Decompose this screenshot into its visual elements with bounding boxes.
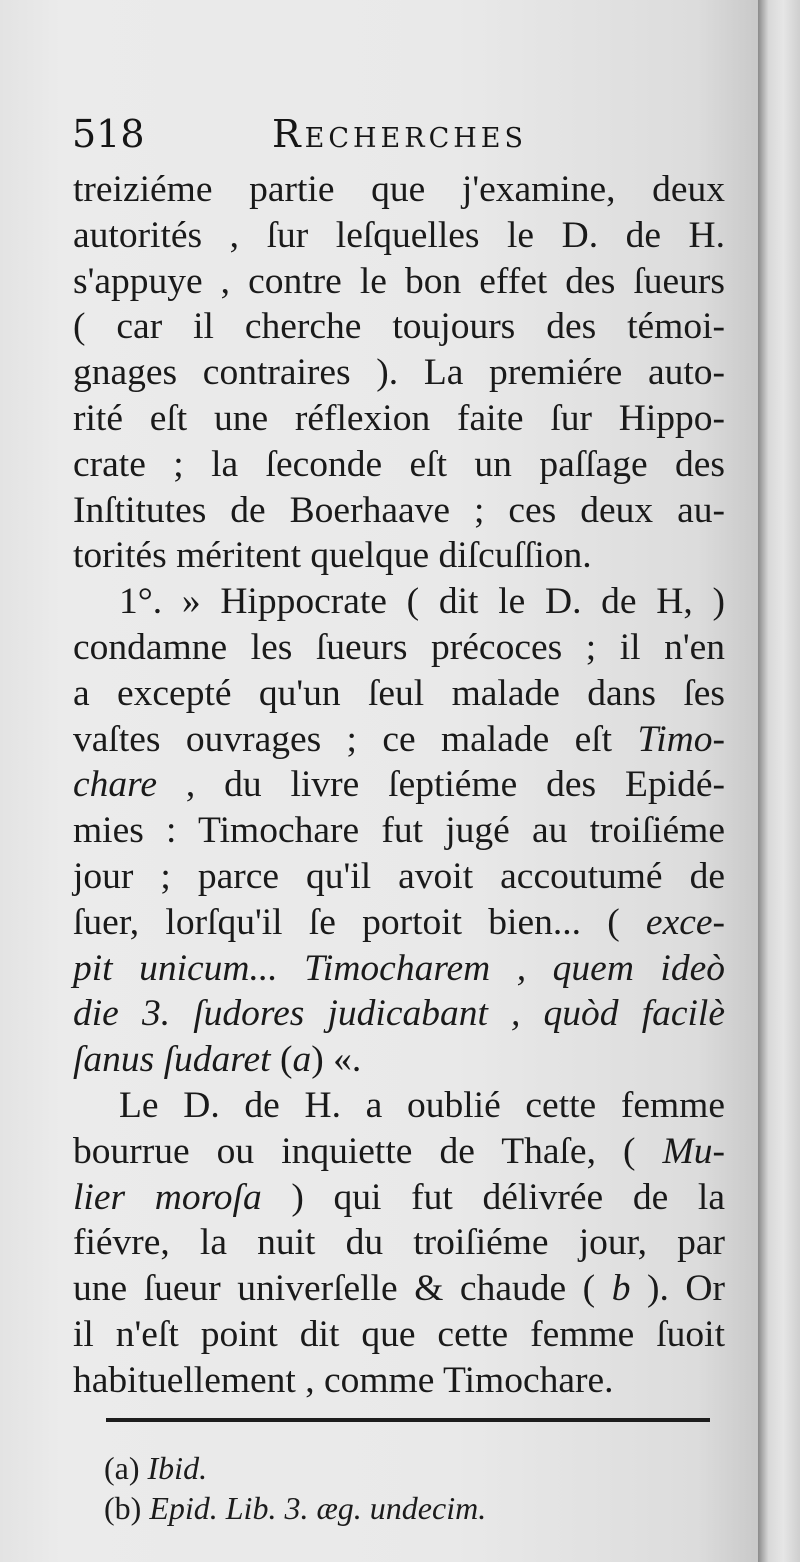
page-header: [72, 112, 712, 162]
footnote-rule: [106, 1418, 710, 1422]
text-line: condamne les ſueurs précoces ; il n'en: [73, 626, 725, 668]
text-line: fiévre, la nuit du troiſiéme jour, par: [73, 1222, 725, 1264]
footnote-mark: (a): [104, 1450, 140, 1486]
text-line: ſuer, lorſqu'il ſe portoit bien... ( exce-: [73, 901, 725, 943]
text-line: rité eſt une réflexion faite ſur Hippo-: [73, 397, 725, 439]
text-line: mies : Timochare fut jugé au troiſiéme: [73, 810, 725, 852]
footnote-a: [104, 1448, 704, 1488]
footnotes: [104, 1448, 704, 1528]
text-line: Le D. de H. a oublié cette femme: [119, 1084, 725, 1126]
running-title: Recherches: [272, 112, 527, 156]
text-line: il n'eſt point dit que cette femme ſuoit: [73, 1313, 725, 1355]
text-line: lier moroſa ) qui fut délivrée de la: [73, 1176, 725, 1218]
text-line: bourrue ou inquiette de Thaſe, ( Mu-: [73, 1130, 725, 1172]
page-number: 518: [72, 112, 145, 156]
text-line: a excepté qu'un ſeul malade dans ſes: [73, 672, 725, 714]
text-line: gnages contraires ). La premiére auto-: [73, 352, 725, 394]
text-line: chare , du livre ſeptiéme des Epidé-: [73, 764, 725, 806]
text-line: 1°. » Hippocrate ( dit le D. de H, ): [119, 581, 725, 623]
text-line: s'appuye , contre le bon effet des ſueurs: [73, 260, 725, 302]
text-line: autorités , ſur leſquelles le D. de H.: [73, 214, 725, 256]
text-line: torités méritent quelque diſcuſſion.: [73, 535, 592, 577]
text-line: habituellement , comme Timochare.: [73, 1359, 614, 1401]
footnote-b: [104, 1488, 704, 1528]
text-line: Inſtitutes de Boerhaave ; ces deux au-: [73, 489, 725, 531]
body-text: [73, 167, 725, 1404]
footnote-mark: (b): [104, 1490, 142, 1526]
text-line: pit unicum... Timocharem , quem ideò: [73, 947, 725, 989]
footnote-text: Ibid.: [147, 1450, 208, 1486]
text-line: ( car il cherche toujours des témoi-: [73, 306, 725, 348]
text-line: jour ; parce qu'il avoit accoutumé de: [73, 855, 725, 897]
text-line: treiziéme partie que j'examine, deux: [73, 169, 725, 210]
next-page-edge: [758, 0, 800, 1562]
text-line: ſanus ſudaret (a) «.: [73, 1039, 362, 1081]
text-line: vaſtes ouvrages ; ce malade eſt Timo-: [73, 718, 725, 760]
text-line: die 3. ſudores judicabant , quòd facilè: [73, 993, 725, 1035]
text-line: une ſueur univerſelle & chaude ( b ). Or: [73, 1268, 725, 1310]
footnote-text: Epid. Lib. 3. æg. undecim.: [149, 1490, 487, 1526]
text-line: crate ; la ſeconde eſt un paſſage des: [73, 443, 725, 485]
